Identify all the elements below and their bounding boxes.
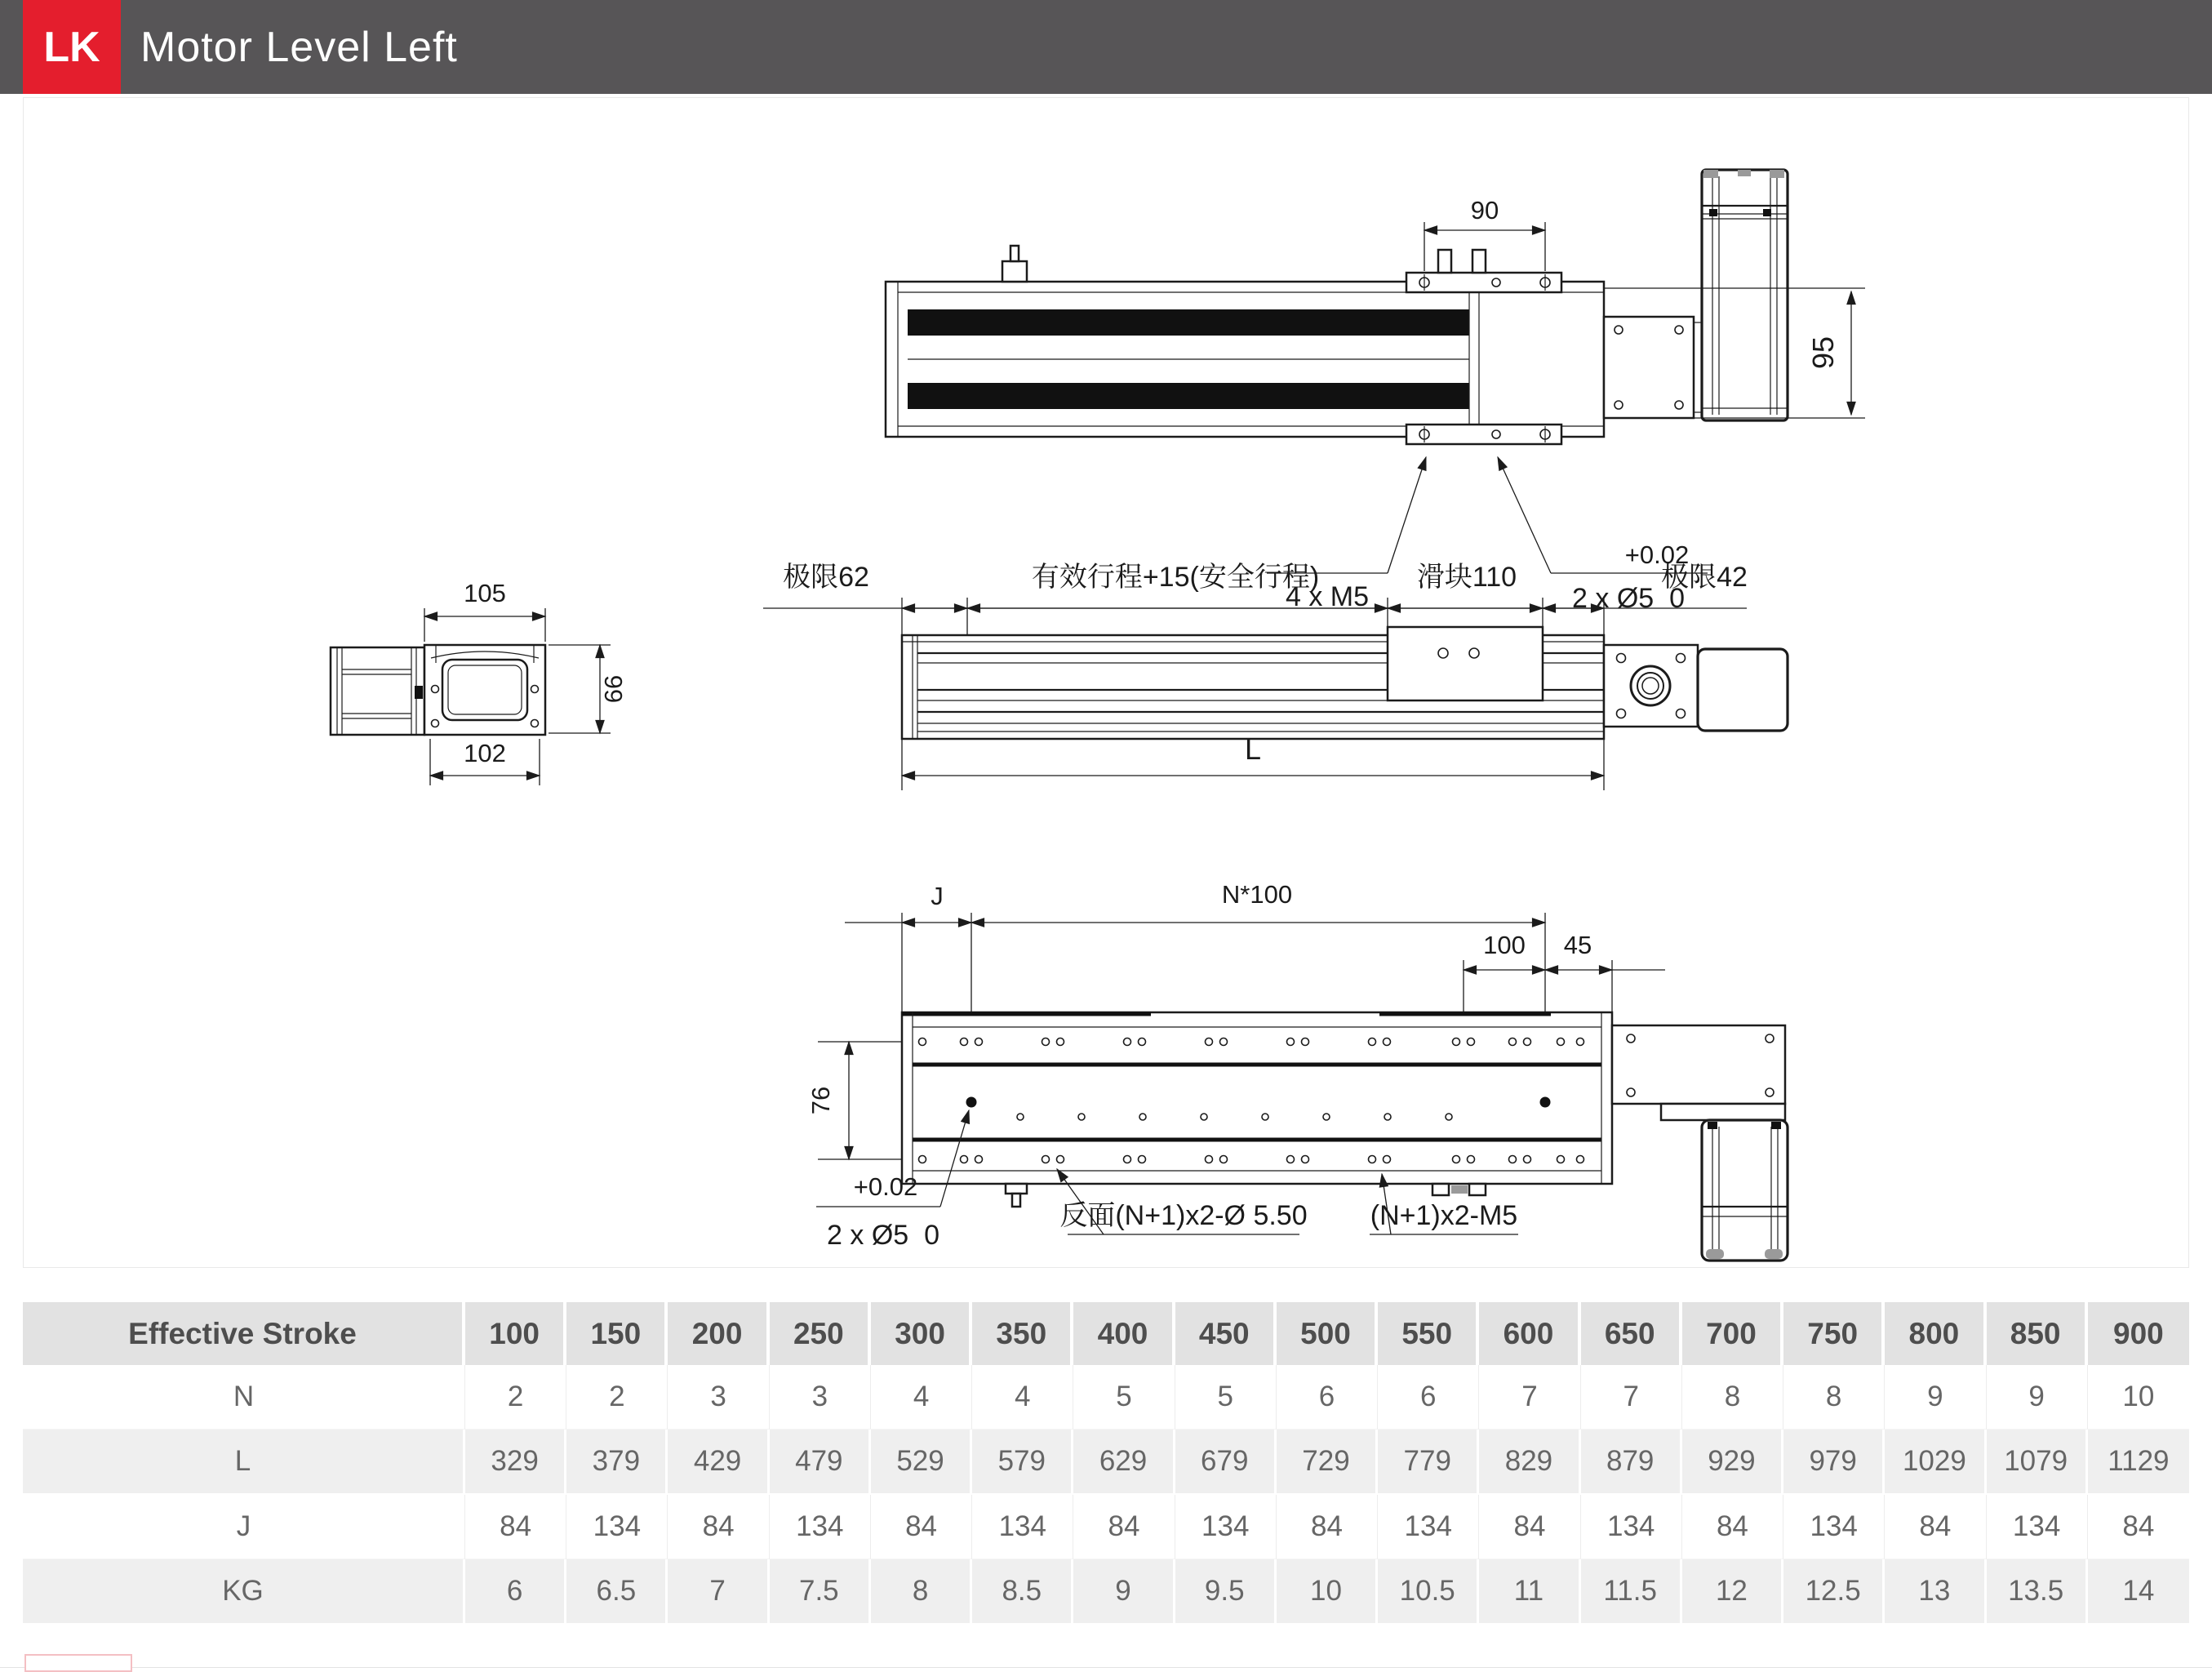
callout-d5-tolerance: +0.02 xyxy=(853,1172,918,1201)
callout-m5-holes: (N+1)x2-M5 xyxy=(1370,1200,1518,1231)
stroke-col: 350 xyxy=(972,1302,1073,1365)
cell: 4 xyxy=(871,1365,972,1430)
table-row-KG xyxy=(23,1559,2189,1625)
cell: 84 xyxy=(1479,1495,1580,1559)
cell: 134 xyxy=(972,1495,1073,1559)
cell: 84 xyxy=(1073,1495,1175,1559)
cell: 7.5 xyxy=(770,1559,871,1625)
cell: 1129 xyxy=(2088,1430,2189,1495)
cell: 7 xyxy=(1479,1365,1580,1430)
stroke-col: 650 xyxy=(1581,1302,1682,1365)
cell: 429 xyxy=(668,1430,769,1495)
cell: 8.5 xyxy=(972,1559,1073,1625)
motor-body-top-view xyxy=(1702,170,1788,420)
slider-label: 滑块110 xyxy=(1416,562,1517,593)
cell: 84 xyxy=(1277,1495,1378,1559)
cell: 12 xyxy=(1682,1559,1783,1625)
cell: 529 xyxy=(871,1430,972,1495)
cell: 9.5 xyxy=(1175,1559,1277,1625)
cell: 829 xyxy=(1479,1430,1580,1495)
section-window xyxy=(442,660,527,720)
stroke-col: 250 xyxy=(770,1302,871,1365)
cell: 979 xyxy=(1783,1430,1885,1495)
table-row-L xyxy=(23,1430,2189,1495)
cell: 6.5 xyxy=(566,1559,668,1625)
cell: 6 xyxy=(1378,1365,1479,1430)
cell: 134 xyxy=(1581,1495,1682,1559)
cell: 879 xyxy=(1581,1430,1682,1495)
row-label: N xyxy=(23,1365,465,1430)
stroke-col: 200 xyxy=(668,1302,769,1365)
cell: 84 xyxy=(1885,1495,1986,1559)
cell: 2 xyxy=(566,1365,668,1430)
cell: 7 xyxy=(1581,1365,1682,1430)
cell: 1029 xyxy=(1885,1430,1986,1495)
bottom-view xyxy=(806,880,1788,1261)
cell: 134 xyxy=(770,1495,871,1559)
cell: 3 xyxy=(770,1365,871,1430)
dim-105-label: 105 xyxy=(464,579,506,607)
stroke-col: 450 xyxy=(1175,1302,1277,1365)
cell: 3 xyxy=(668,1365,769,1430)
callout-d5-tolerance: +0.02 xyxy=(1624,540,1690,569)
cell: 10.5 xyxy=(1378,1559,1479,1625)
sensor-tab xyxy=(1002,261,1027,282)
cell: 134 xyxy=(1175,1495,1277,1559)
cell: 14 xyxy=(2088,1559,2189,1625)
cell: 134 xyxy=(1987,1495,2088,1559)
stroke-col: 900 xyxy=(2088,1302,2189,1365)
cell: 11.5 xyxy=(1581,1559,1682,1625)
table-row-N xyxy=(23,1365,2189,1430)
magnet-strip-bottom xyxy=(908,383,1469,409)
dim-N100-label: N*100 xyxy=(1221,880,1293,909)
cell: 779 xyxy=(1378,1430,1479,1495)
stroke-col: 850 xyxy=(1987,1302,2088,1365)
end-view xyxy=(331,579,628,785)
series-badge: LK xyxy=(23,0,121,94)
effective-stroke-label: 有效行程+15(安全行程) xyxy=(1031,562,1320,593)
spec-table-header-row xyxy=(23,1302,2189,1365)
cell: 5 xyxy=(1175,1365,1277,1430)
stroke-col: 550 xyxy=(1378,1302,1479,1365)
cell: 13.5 xyxy=(1987,1559,2088,1625)
cell: 9 xyxy=(1987,1365,2088,1430)
table-row-J xyxy=(23,1495,2189,1559)
dim-100-label: 100 xyxy=(1483,931,1526,959)
cell: 84 xyxy=(2088,1495,2189,1559)
cell: 84 xyxy=(871,1495,972,1559)
callout-2xd5: 2 x Ø5 0 xyxy=(827,1220,939,1251)
stroke-col: 100 xyxy=(465,1302,566,1365)
dim-90-label: 90 xyxy=(1470,196,1499,225)
stroke-col: 500 xyxy=(1277,1302,1378,1365)
bottom-view-rail xyxy=(902,1012,1612,1184)
dowel-hole-left xyxy=(966,1097,977,1108)
cell: 329 xyxy=(465,1430,566,1495)
top-view xyxy=(886,170,1865,614)
cell: 6 xyxy=(1277,1365,1378,1430)
cell: 7 xyxy=(668,1559,769,1625)
stroke-col: 400 xyxy=(1073,1302,1175,1365)
cell: 10 xyxy=(1277,1559,1378,1625)
cell: 8 xyxy=(1682,1365,1783,1430)
cell: 9 xyxy=(1073,1559,1175,1625)
cell: 9 xyxy=(1885,1365,1986,1430)
dim-76-label: 76 xyxy=(806,1086,835,1115)
stroke-col: 800 xyxy=(1885,1302,1986,1365)
cell: 134 xyxy=(1783,1495,1885,1559)
stroke-col: 600 xyxy=(1479,1302,1580,1365)
callout-back-holes: 反面(N+1)x2-Ø 5.50 xyxy=(1059,1200,1308,1231)
end-view-motor xyxy=(331,647,424,735)
row-label: J xyxy=(23,1495,465,1559)
next-section-badge-stub xyxy=(24,1654,132,1672)
cell: 1079 xyxy=(1987,1430,2088,1495)
cell: 13 xyxy=(1885,1559,1986,1625)
effective-stroke-header: Effective Stroke xyxy=(23,1302,465,1365)
stroke-col: 750 xyxy=(1783,1302,1885,1365)
cell: 679 xyxy=(1175,1430,1277,1495)
bottom-view-flange xyxy=(1612,1025,1785,1104)
cell: 10 xyxy=(2088,1365,2189,1430)
cell: 6 xyxy=(465,1559,566,1625)
cell: 4 xyxy=(972,1365,1073,1430)
cell: 84 xyxy=(1682,1495,1783,1559)
limit-right-label: 极限42 xyxy=(1661,562,1748,593)
cell: 134 xyxy=(566,1495,668,1559)
bottom-view-motor xyxy=(1702,1120,1788,1261)
cell: 479 xyxy=(770,1430,871,1495)
slider-block xyxy=(1388,627,1543,700)
limit-left-label: 极限62 xyxy=(783,562,869,593)
magnet-strip-top xyxy=(908,309,1469,336)
cell: 629 xyxy=(1073,1430,1175,1495)
page-title: Motor Level Left xyxy=(140,23,458,71)
next-section-divider xyxy=(0,1667,2212,1668)
cell: 134 xyxy=(1378,1495,1479,1559)
cell: 579 xyxy=(972,1430,1073,1495)
stroke-col: 300 xyxy=(871,1302,972,1365)
row-label: KG xyxy=(23,1559,465,1625)
cell: 84 xyxy=(668,1495,769,1559)
side-view-motor xyxy=(1698,649,1788,731)
dim-J-label: J xyxy=(931,882,944,910)
dim-66-label: 66 xyxy=(599,674,628,704)
cell: 379 xyxy=(566,1430,668,1495)
cell: 12.5 xyxy=(1783,1559,1885,1625)
cell: 8 xyxy=(1783,1365,1885,1430)
cell: 729 xyxy=(1277,1430,1378,1495)
spec-table xyxy=(23,1302,2189,1625)
cell: 929 xyxy=(1682,1430,1783,1495)
callout-4xM5: 4 x M5 xyxy=(1285,581,1370,612)
dim-102-label: 102 xyxy=(464,739,506,767)
dim-45-label: 45 xyxy=(1563,931,1592,959)
callout-2xd5: 2 x Ø5 0 xyxy=(1572,583,1685,614)
dowel-hole-right xyxy=(1540,1097,1551,1108)
cell: 11 xyxy=(1479,1559,1580,1625)
cell: 84 xyxy=(465,1495,566,1559)
dim-95-label: 95 xyxy=(1806,336,1840,370)
cell: 5 xyxy=(1073,1365,1175,1430)
dim-L-label: L xyxy=(1244,732,1262,766)
stroke-col: 700 xyxy=(1682,1302,1783,1365)
cell: 8 xyxy=(871,1559,972,1625)
row-label: L xyxy=(23,1430,465,1495)
cell: 2 xyxy=(465,1365,566,1430)
stroke-col: 150 xyxy=(566,1302,668,1365)
